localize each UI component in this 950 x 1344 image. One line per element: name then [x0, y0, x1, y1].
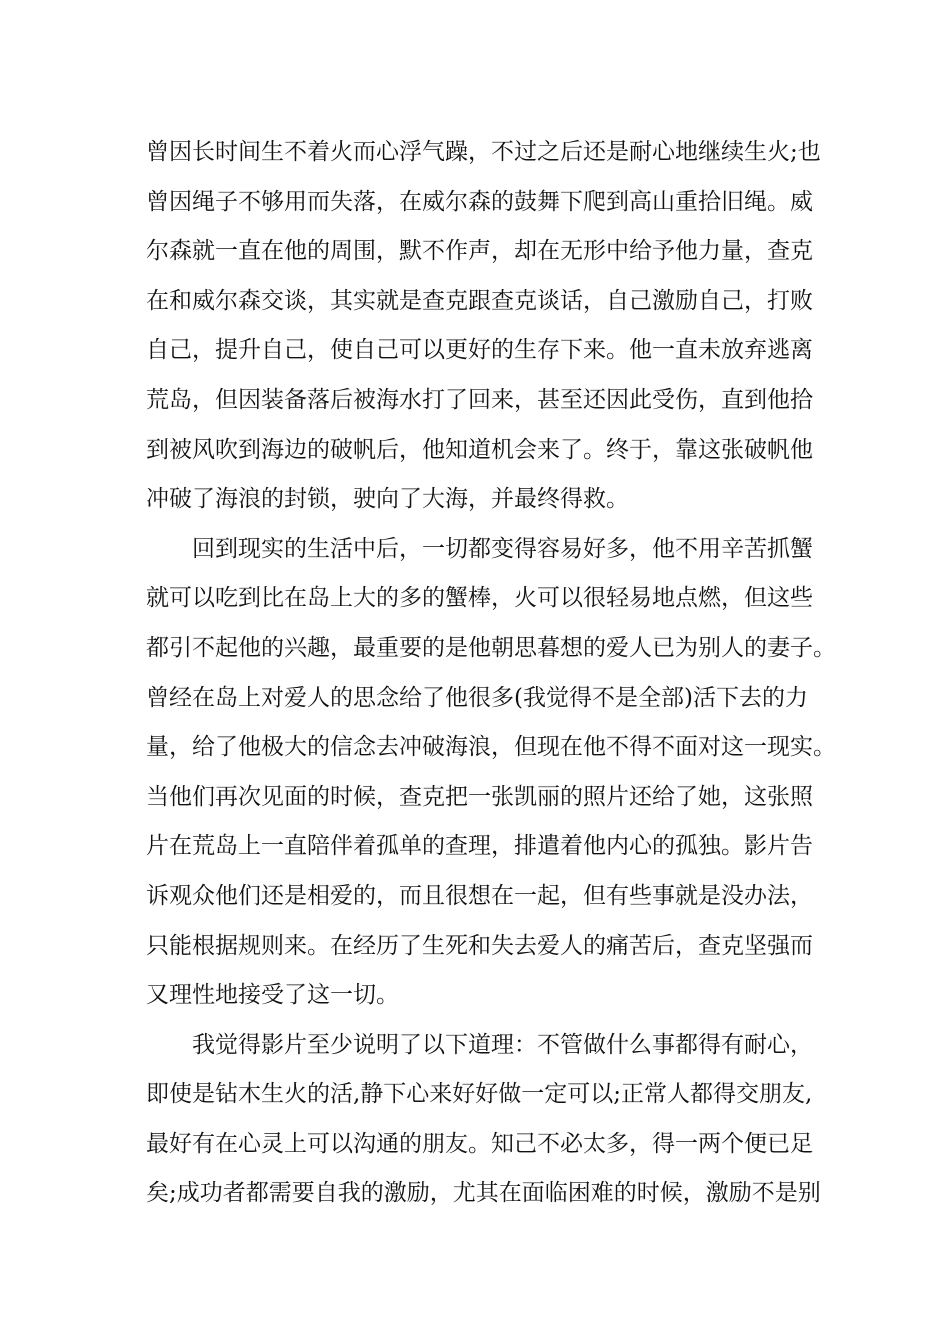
text-line: 在和威尔森交谈，其实就是查克跟查克谈话，自己激励自己，打败: [146, 287, 813, 314]
text-line: 只能根据规则来。在经历了生死和失去爱人的痛苦后，查克坚强而: [146, 932, 813, 959]
paragraph-2: [146, 525, 836, 1021]
text-line: 即使是钻木生火的活,静下心来好好做一定可以;正常人都得交朋友,: [146, 1081, 813, 1108]
text-line: 尔森就一直在他的周围，默不作声，却在无形中给予他力量，查克: [146, 238, 813, 265]
text-line: 诉观众他们还是相爱的，而且很想在一起，但有些事就是没办法，: [146, 882, 813, 909]
paragraph-3: [146, 1021, 826, 1219]
text-line-first: 回到现实的生活中后，一切都变得容易好多，他不用辛苦抓蟹: [192, 535, 813, 562]
text-line: 到被风吹到海边的破帆后，他知道机会来了。终于，靠这张破帆他: [146, 436, 813, 463]
text-line: 片在荒岛上一直陪伴着孤单的查理，排遣着他内心的孤独。影片告: [146, 833, 813, 860]
document-body: [146, 128, 836, 1219]
text-line-first: 我觉得影片至少说明了以下道理：不管做什么事都得有耐心，: [192, 1031, 813, 1058]
text-line: 冲破了海浪的封锁，驶向了大海，并最终得救。: [146, 486, 629, 513]
text-line: 曾因绳子不够用而失落，在威尔森的鼓舞下爬到高山重拾旧绳。威: [146, 188, 813, 215]
text-line: 最好有在心灵上可以沟通的朋友。知己不必太多，得一两个便已足: [146, 1130, 813, 1157]
text-line: 自己，提升自己，使自己可以更好的生存下来。他一直未放弃逃离: [146, 337, 813, 364]
text-line: 量，给了他极大的信念去冲破海浪，但现在他不得不面对这一现实。: [146, 734, 836, 761]
text-line: 曾经在岛上对爱人的思念给了他很多(我觉得不是全部)活下去的力: [146, 684, 808, 711]
text-line: 都引不起他的兴趣，最重要的是他朝思暮想的爱人已为别人的妻子。: [146, 634, 836, 661]
paragraph-1: [146, 128, 826, 525]
text-line: 当他们再次见面的时候，查克把一张凯丽的照片还给了她，这张照: [146, 783, 813, 810]
text-line: 曾因长时间生不着火而心浮气躁，不过之后还是耐心地继续生火;也: [146, 139, 821, 165]
text-line: 矣;成功者都需要自我的激励，尤其在面临困难的时候，激励不是别: [146, 1180, 821, 1207]
text-line: 荒岛，但因装备落后被海水打了回来，甚至还因此受伤，直到他拾: [146, 386, 813, 413]
text-line: 就可以吃到比在岛上大的多的蟹棒，火可以很轻易地点燃，但这些: [146, 585, 813, 612]
text-line: 又理性地接受了这一切。: [146, 982, 399, 1009]
